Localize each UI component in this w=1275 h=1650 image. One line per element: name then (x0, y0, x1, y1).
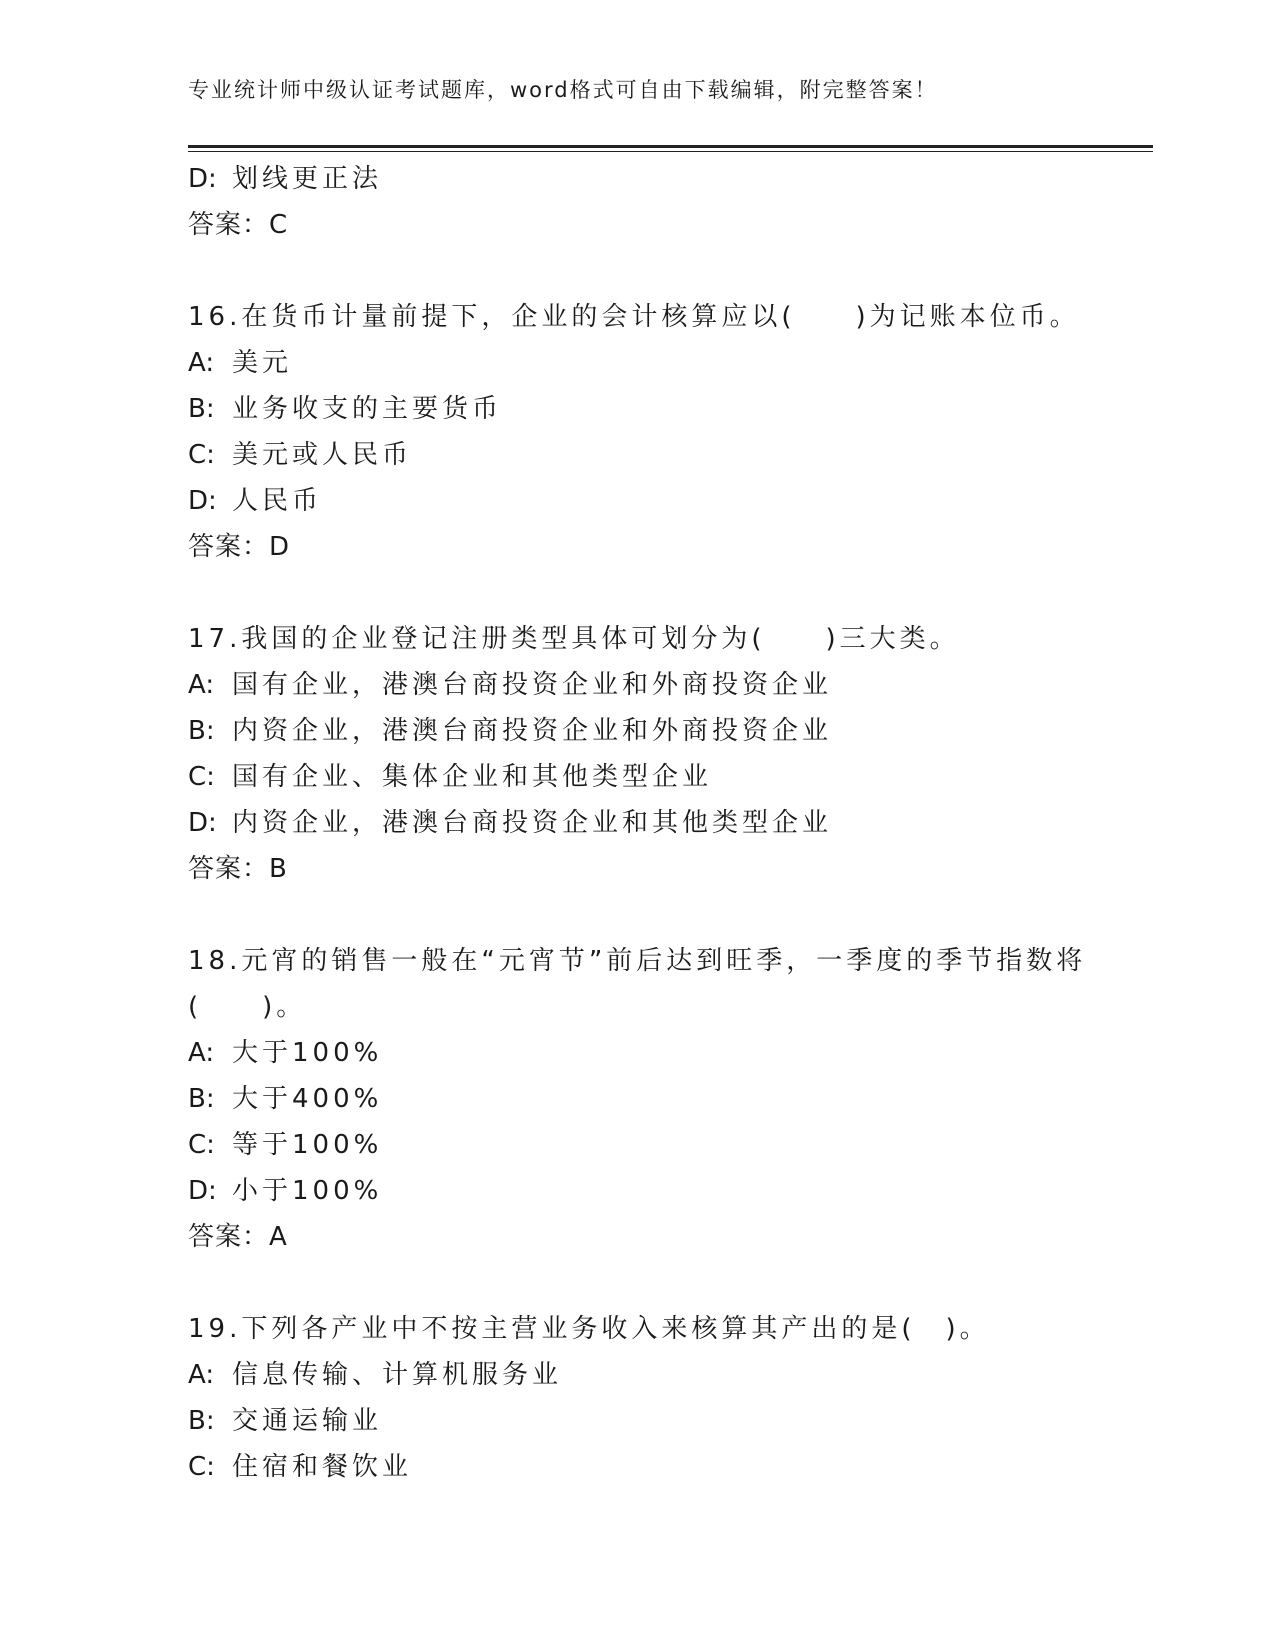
option-line (188, 1444, 1148, 1490)
option-line (188, 1076, 1148, 1122)
option-key: B: (188, 1406, 215, 1436)
question-stem: 18.元宵的销售一般在“元宵节”前后达到旺季，一季度的季节指数将 (188, 946, 1087, 976)
option-text: 内资企业，港澳台商投资企业和其他类型企业 (232, 808, 833, 838)
option-line (188, 432, 1148, 478)
option-text: 美元 (232, 348, 293, 378)
option-text: 内资企业，港澳台商投资企业和外商投资企业 (232, 716, 833, 746)
option-text: 大于100% (232, 1038, 383, 1068)
option-key: A: (188, 1038, 215, 1068)
option-key: D: (188, 808, 217, 838)
answer-line: 答案：C (188, 210, 289, 240)
question-16 (188, 294, 1148, 570)
option-line (188, 708, 1148, 754)
answer-line: 答案：B (188, 854, 288, 884)
option-text: 国有企业、集体企业和其他类型企业 (232, 762, 713, 792)
option-key: D: (188, 164, 217, 194)
option-line (188, 478, 1148, 524)
question-stem-continued: ( )。 (188, 992, 307, 1022)
option-line (188, 1122, 1148, 1168)
answer-line: 答案：D (188, 532, 291, 562)
question-18 (188, 938, 1148, 1260)
option-text: 信息传输、计算机服务业 (232, 1360, 563, 1390)
option-line (188, 1352, 1148, 1398)
question-stem: 16.在货币计量前提下，企业的会计核算应以( )为记账本位币。 (188, 302, 1080, 332)
option-text: 业务收支的主要货币 (232, 394, 503, 424)
option-line (188, 1030, 1148, 1076)
option-line (188, 1398, 1148, 1444)
option-line (188, 340, 1148, 386)
option-key: D: (188, 1176, 217, 1206)
option-line (188, 800, 1148, 846)
option-text: 等于100% (232, 1130, 383, 1160)
option-key: C: (188, 762, 215, 792)
option-key: B: (188, 394, 215, 424)
option-line (188, 386, 1148, 432)
answer-line: 答案：A (188, 1222, 288, 1252)
option-line (188, 662, 1148, 708)
previous-question-tail (188, 156, 1148, 248)
option-key: D: (188, 486, 217, 516)
page-header: 专业统计师中级认证考试题库，word格式可自由下载编辑，附完整答案！ (188, 78, 938, 102)
option-key: A: (188, 670, 215, 700)
option-key: B: (188, 716, 215, 746)
question-stem: 17.我国的企业登记注册类型具体可划分为( )三大类。 (188, 624, 960, 654)
option-key: C: (188, 1130, 215, 1160)
question-17 (188, 616, 1148, 892)
option-text: 划线更正法 (232, 164, 383, 194)
option-line (188, 754, 1148, 800)
question-stem: 19.下列各产业中不按主营业务收入来核算其产出的是( )。 (188, 1314, 990, 1344)
option-text: 交通运输业 (232, 1406, 383, 1436)
option-text: 大于400% (232, 1084, 383, 1114)
option-key: B: (188, 1084, 215, 1114)
option-line (188, 1168, 1148, 1214)
option-text: 住宿和餐饮业 (232, 1452, 413, 1482)
header-divider (188, 145, 1153, 152)
option-line (188, 156, 1148, 202)
option-text: 国有企业，港澳台商投资企业和外商投资企业 (232, 670, 833, 700)
option-text: 美元或人民币 (232, 440, 413, 470)
option-key: C: (188, 1452, 215, 1482)
option-key: A: (188, 1360, 215, 1390)
question-19 (188, 1306, 1148, 1490)
question-list (188, 156, 1148, 1490)
option-key: C: (188, 440, 215, 470)
option-key: A: (188, 348, 215, 378)
option-text: 小于100% (232, 1176, 383, 1206)
option-text: 人民币 (232, 486, 323, 516)
